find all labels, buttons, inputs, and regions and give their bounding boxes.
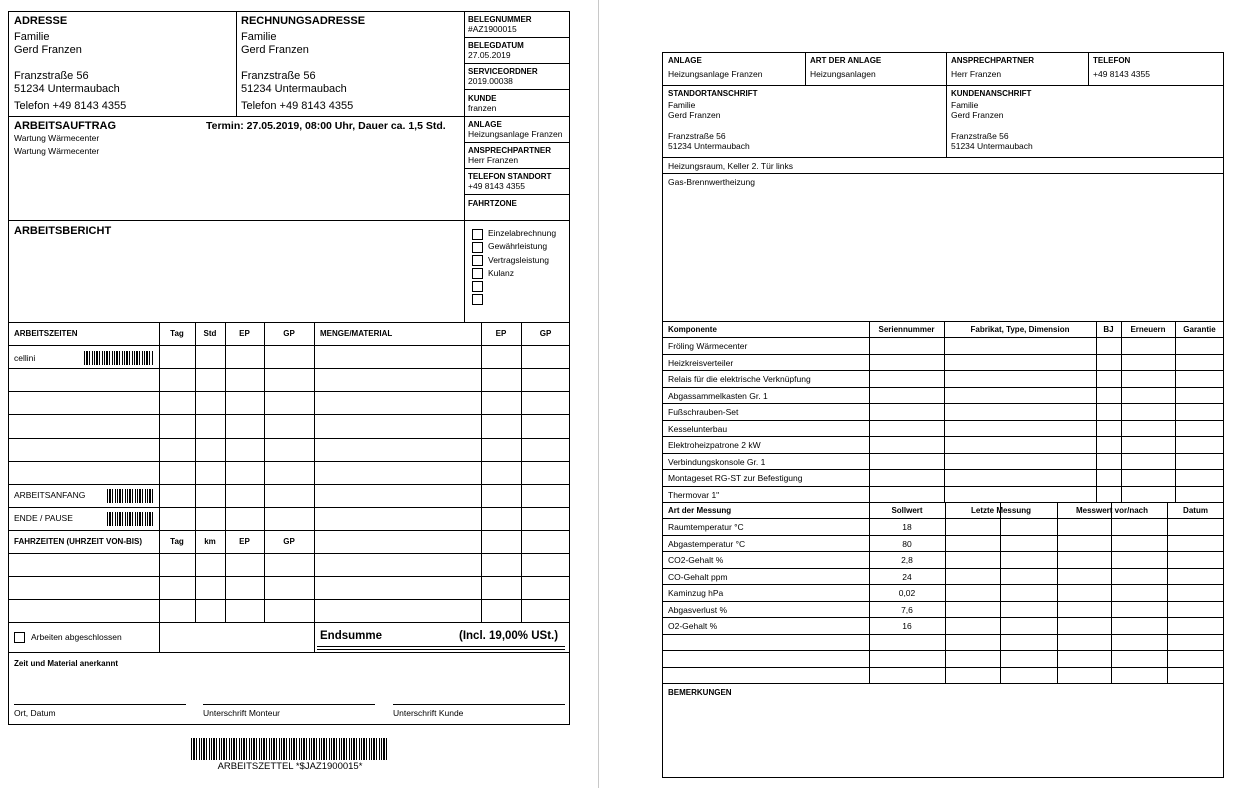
komponente-row: Verbindungskonsole Gr. 1: [668, 457, 766, 467]
komponente-row: Elektroheizpatrone 2 kW: [668, 440, 761, 450]
mess-header-datum: Datum: [1183, 506, 1208, 515]
arbeitsbericht-title: ARBEITSBERICHT: [14, 225, 112, 237]
sig-kunde: Unterschrift Kunde: [393, 708, 464, 718]
komponente-row: Heizkreisverteiler: [668, 358, 734, 368]
messung-name: CO2-Gehalt %: [668, 555, 724, 565]
kunde-line2: Gerd Franzen: [951, 110, 1004, 120]
komponente-row: Relais für die elektrische Verknüpfung: [668, 374, 811, 384]
belegdatum-label: BELEGDATUM: [468, 41, 524, 50]
worker-barcode: [84, 351, 154, 365]
auftrag-line1: Wartung Wärmecenter: [14, 133, 100, 143]
checkbox-label-vertragsleistung: Vertragsleistung: [488, 255, 549, 265]
ende-pause-barcode: [107, 512, 153, 526]
komponente-row: Fröling Wärmecenter: [668, 341, 748, 351]
rh-telefon-label: TELEFON: [1093, 56, 1131, 65]
checkbox-extra-1[interactable]: [472, 281, 483, 292]
komponente-row: Kesselunterbau: [668, 424, 728, 434]
rechnungsadresse-street: Franzstraße 56: [241, 70, 316, 82]
checkbox-kulanz[interactable]: [472, 268, 483, 279]
checkbox-label-gewaehrleistung: Gewährleistung: [488, 241, 548, 251]
messung-soll: 24: [902, 572, 912, 582]
arbeitszettel-barcode-label: ARBEITSZETTEL *$JAZ1900015*: [217, 761, 363, 772]
belegdatum-value: 27.05.2019: [468, 50, 511, 60]
mess-header-art: Art der Messung: [668, 506, 732, 515]
kunde-line1: Familie: [951, 100, 979, 110]
rh-anlage-label: ANLAGE: [668, 56, 702, 65]
endsumme-label: Endsumme: [320, 630, 382, 642]
rh-ansprechpartner-value: Herr Franzen: [951, 69, 1002, 79]
rh-art-label: ART DER ANLAGE: [810, 56, 882, 65]
messung-name: Abgasverlust %: [668, 605, 728, 615]
rechnungsadresse-phone: Telefon +49 8143 4355: [241, 100, 354, 112]
arbeitsanfang-barcode: [107, 489, 153, 503]
komponente-row: Montageset RG-ST zur Befestigung: [668, 473, 803, 483]
adresse-phone: Telefon +49 8143 4355: [14, 100, 127, 112]
serviceordner-label: SERVICEORDNER: [468, 67, 538, 76]
messung-name: Kaminzug hPa: [668, 588, 724, 598]
adresse-line2: Gerd Franzen: [14, 44, 82, 56]
telefon-standort-label: TELEFON STANDORT: [468, 172, 552, 181]
standort-city: 51234 Untermaubach: [668, 141, 750, 151]
material-ep-header: EP: [495, 329, 507, 338]
kunde-city: 51234 Untermaubach: [951, 141, 1033, 151]
mess-header-letzte: Letzte Messung: [970, 506, 1031, 515]
messung-soll: 0,02: [898, 588, 916, 598]
fahrzeiten-gp-header: GP: [283, 537, 295, 546]
rechnungsadresse-title: RECHNUNGSADRESSE: [241, 15, 366, 27]
komponente-row: Thermovar 1": [668, 490, 720, 500]
standort-line1: Familie: [668, 100, 696, 110]
kunde-label: KUNDE: [468, 94, 497, 103]
rh-art-value: Heizungsanlagen: [810, 69, 876, 79]
arbeitszeiten-header: ARBEITSZEITEN: [14, 329, 78, 338]
messung-name: O2-Gehalt %: [668, 621, 718, 631]
standort-line2: Gerd Franzen: [668, 110, 721, 120]
messung-soll: 2,8: [901, 555, 913, 565]
sig-monteur: Unterschrift Monteur: [203, 708, 280, 718]
kunde-title: KUNDENANSCHRIFT: [951, 89, 1032, 98]
anlage-value: Heizungsanlage Franzen: [468, 129, 563, 139]
zeiten-gp-header: GP: [283, 329, 295, 338]
arbeitsauftrag-title: ARBEITSAUFTRAG: [14, 120, 117, 132]
bemerkungen-title: BEMERKUNGEN: [668, 688, 732, 697]
left-page: [0, 0, 598, 788]
arbeitsanfang-label: ARBEITSANFANG: [14, 490, 86, 500]
messung-soll: 7,6: [901, 605, 913, 615]
rechnungsadresse-line1: Familie: [241, 31, 277, 43]
messung-soll: 18: [902, 522, 912, 532]
worker-name: cellini: [14, 353, 36, 363]
messung-soll: 16: [902, 621, 912, 631]
adresse-line1: Familie: [14, 31, 50, 43]
komp-header-fabrikat: Fabrikat, Type, Dimension: [970, 325, 1070, 334]
anerkannt-label: Zeit und Material anerkannt: [14, 659, 119, 668]
belegnummer-value: #AZ1900015: [468, 24, 517, 34]
fahrzeiten-km-header: km: [204, 537, 216, 546]
zeiten-std-header: Std: [203, 329, 217, 338]
checkbox-label-kulanz: Kulanz: [488, 268, 514, 278]
adresse-city: 51234 Untermaubach: [14, 83, 120, 95]
messung-name: Raumtemperatur °C: [668, 522, 744, 532]
checkbox-gewaehrleistung[interactable]: [472, 242, 483, 253]
arbeitszettel-barcode: [191, 738, 389, 760]
adresse-street: Franzstraße 56: [14, 70, 89, 82]
arbeiten-abgeschlossen-label: Arbeiten abgeschlossen: [31, 632, 122, 642]
komponente-row: Fußschrauben-Set: [668, 407, 739, 417]
beschreibung-text: Gas-Brennwertheizung: [668, 177, 755, 187]
checkbox-einzelabrechnung[interactable]: [472, 229, 483, 240]
fahrtzone-label: FAHRTZONE: [468, 199, 517, 208]
ende-pause-label: ENDE / PAUSE: [14, 513, 73, 523]
checkbox-label-einzelabrechnung: Einzelabrechnung: [488, 228, 557, 238]
ansprechpartner-label: ANSPRECHPARTNER: [468, 146, 551, 155]
komp-header-seriennummer: Seriennummer: [878, 325, 935, 334]
zeiten-ep-header: EP: [239, 329, 250, 338]
rh-anlage-value: Heizungsanlage Franzen: [668, 69, 763, 79]
mess-header-sollwert: Sollwert: [891, 506, 923, 515]
right-page: [599, 0, 1238, 788]
messung-soll: 80: [902, 539, 912, 549]
raum-text: Heizungsraum, Keller 2. Tür links: [668, 161, 794, 171]
kunde-street: Franzstraße 56: [951, 131, 1009, 141]
fahrzeiten-tag-header: Tag: [170, 537, 184, 546]
anlage-label: ANLAGE: [468, 120, 502, 129]
rechnungsadresse-city: 51234 Untermaubach: [241, 83, 347, 95]
kunde-value: franzen: [468, 103, 497, 113]
termin: Termin: 27.05.2019, 08:00 Uhr, Dauer ca. 1,5 Std.: [206, 120, 446, 132]
ust-label: (Incl. 19,00% USt.): [459, 630, 559, 642]
komp-header-erneuern: Erneuern: [1130, 325, 1166, 334]
fahrzeiten-header: FAHRZEITEN (UHRZEIT VON-BIS): [14, 537, 142, 546]
komp-header-garantie: Garantie: [1183, 325, 1216, 334]
belegnummer-label: BELEGNUMMER: [468, 15, 532, 24]
checkbox-vertragsleistung[interactable]: [472, 255, 483, 266]
messung-name: Abgastemperatur °C: [668, 539, 746, 549]
mess-header-messwert: Messwert vor/nach: [1075, 506, 1149, 515]
checkbox-extra-2[interactable]: [472, 294, 483, 305]
rh-ansprechpartner-label: ANSPRECHPARTNER: [951, 56, 1034, 65]
sig-ort-datum: Ort, Datum: [14, 708, 56, 718]
standort-title: STANDORTANSCHRIFT: [668, 89, 758, 98]
adresse-title: ADRESSE: [14, 15, 68, 27]
fahrzeiten-ep-header: EP: [239, 537, 250, 546]
rechnungsadresse-line2: Gerd Franzen: [241, 44, 309, 56]
komp-header-bj: BJ: [1103, 325, 1114, 334]
auftrag-line2: Wartung Wärmecenter: [14, 146, 100, 156]
material-header: MENGE/MATERIAL: [320, 329, 393, 338]
komponente-row: Abgassammelkasten Gr. 1: [668, 391, 768, 401]
zeiten-tag-header: Tag: [170, 329, 184, 338]
material-gp-header: GP: [539, 329, 552, 338]
telefon-standort-value: +49 8143 4355: [468, 181, 525, 191]
komp-header-komponente: Komponente: [668, 325, 717, 334]
messung-name: CO-Gehalt ppm: [668, 572, 728, 582]
ansprechpartner-value: Herr Franzen: [468, 155, 519, 165]
serviceordner-value: 2019.00038: [468, 76, 513, 86]
standort-street: Franzstraße 56: [668, 131, 726, 141]
rh-telefon-value: +49 8143 4355: [1093, 69, 1150, 79]
checkbox-arbeiten-abgeschlossen[interactable]: [14, 632, 25, 643]
